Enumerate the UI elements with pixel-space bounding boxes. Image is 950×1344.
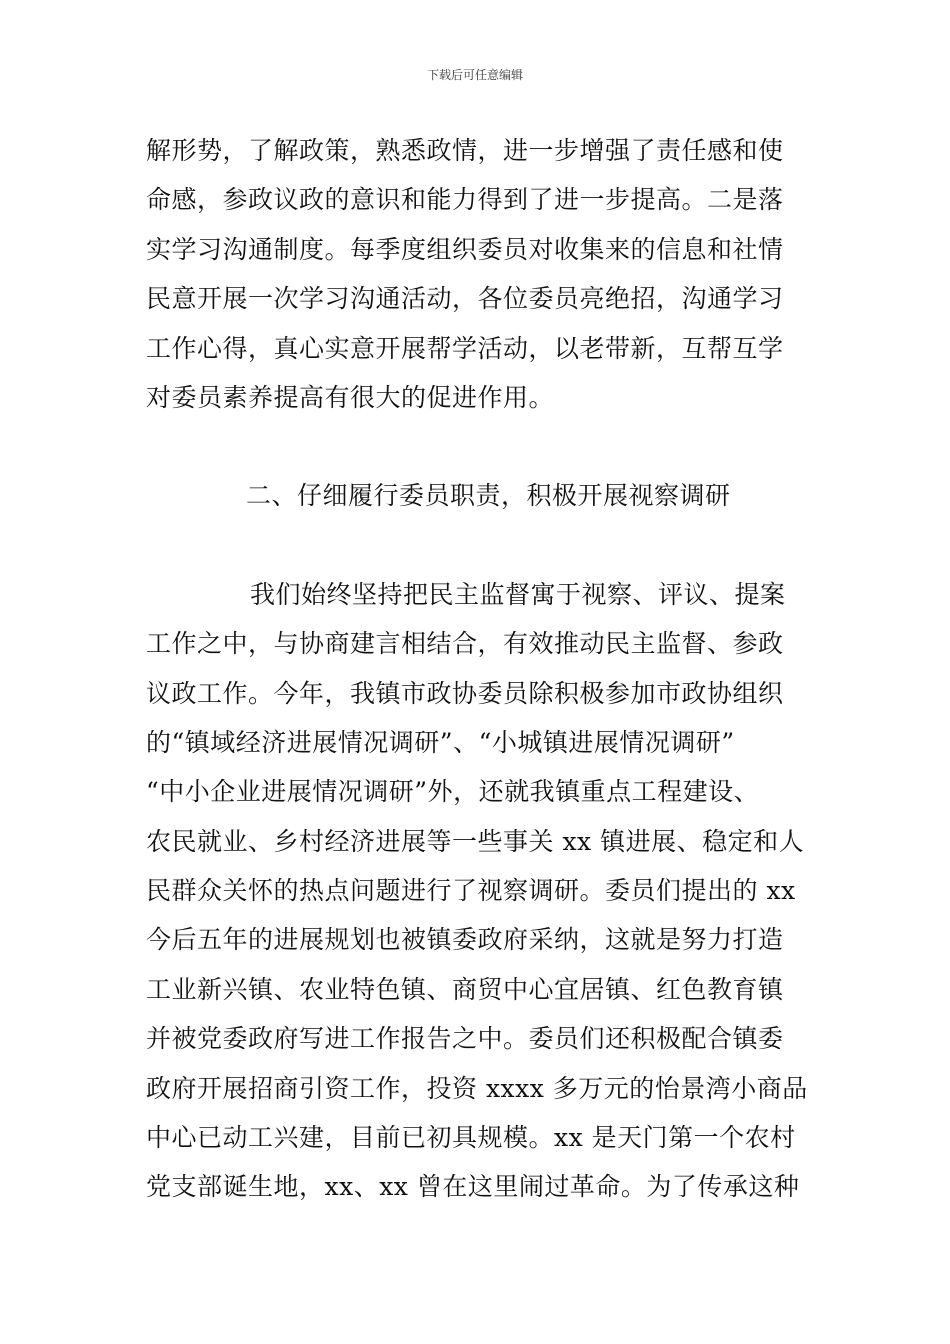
paragraph-line: 政府开展招商引资工作，投资 xxxx 多万元的怡景湾小商品 (146, 1073, 808, 1103)
paragraph-line: 工作心得，真心实意开展帮学活动，以老带新，互帮互学 (146, 333, 784, 363)
paragraph-1 (146, 126, 811, 422)
paragraph-line: 并被党委政府写进工作报告之中。委员们还积极配合镇委 (146, 1024, 784, 1054)
paragraph-line: 中心已动工兴建，目前已初具规模。xx 是天门第一个农村 (146, 1123, 796, 1153)
paragraph-line: 农民就业、乡村经济进展等一些事关 xx 镇进展、稳定和人 (146, 826, 805, 856)
paragraph-line: 民意开展一次学习沟通活动，各位委员亮绝招，沟通学习 (146, 284, 784, 314)
paragraph-line: 对委员素养提高有很大的促进作用。 (146, 382, 555, 412)
spacer (146, 422, 811, 471)
header-note: 下载后可任意编辑 (426, 68, 523, 82)
paragraph-line: “中小企业进展情况调研”外，还就我镇重点工程建设、 (146, 777, 760, 807)
paragraph-2 (146, 570, 811, 1212)
paragraph-line: 工业新兴镇、农业特色镇、商贸中心宜居镇、红色教育镇 (146, 974, 784, 1004)
paragraph-line: 民群众关怀的热点问题进行了视察调研。委员们提出的 xx (146, 876, 796, 906)
paragraph-line: 命感，参政议政的意识和能力得到了进一步提高。二是落 (146, 185, 784, 215)
paragraph-line: 解形势，了解政策，熟悉政情，进一步增强了责任感和使 (146, 136, 784, 165)
paragraph-line: 我们始终坚持把民主监督寓于视察、评议、提案 (250, 579, 786, 609)
spacer (146, 521, 811, 570)
paragraph-line: 党支部诞生地，xx、xx 曾在这里闹过革命。为了传承这种 (146, 1172, 800, 1202)
paragraph-line: 议政工作。今年，我镇市政协委员除积极参加市政协组织 (146, 678, 784, 708)
document-body (146, 126, 811, 1212)
paragraph-line: 的“镇域经济进展情况调研”、“小城镇进展情况调研” (146, 727, 735, 757)
paragraph-line: 工作之中，与协商建言相结合，有效推动民主监督、参政 (146, 629, 784, 659)
paragraph-line: 实学习沟通制度。每季度组织委员对收集来的信息和社情 (146, 234, 784, 264)
paragraph-line: 今后五年的进展规划也被镇委政府采纳，这就是努力打造 (146, 925, 784, 955)
section-heading: 二、仔细履行委员职责，积极开展视察调研 (246, 481, 731, 511)
